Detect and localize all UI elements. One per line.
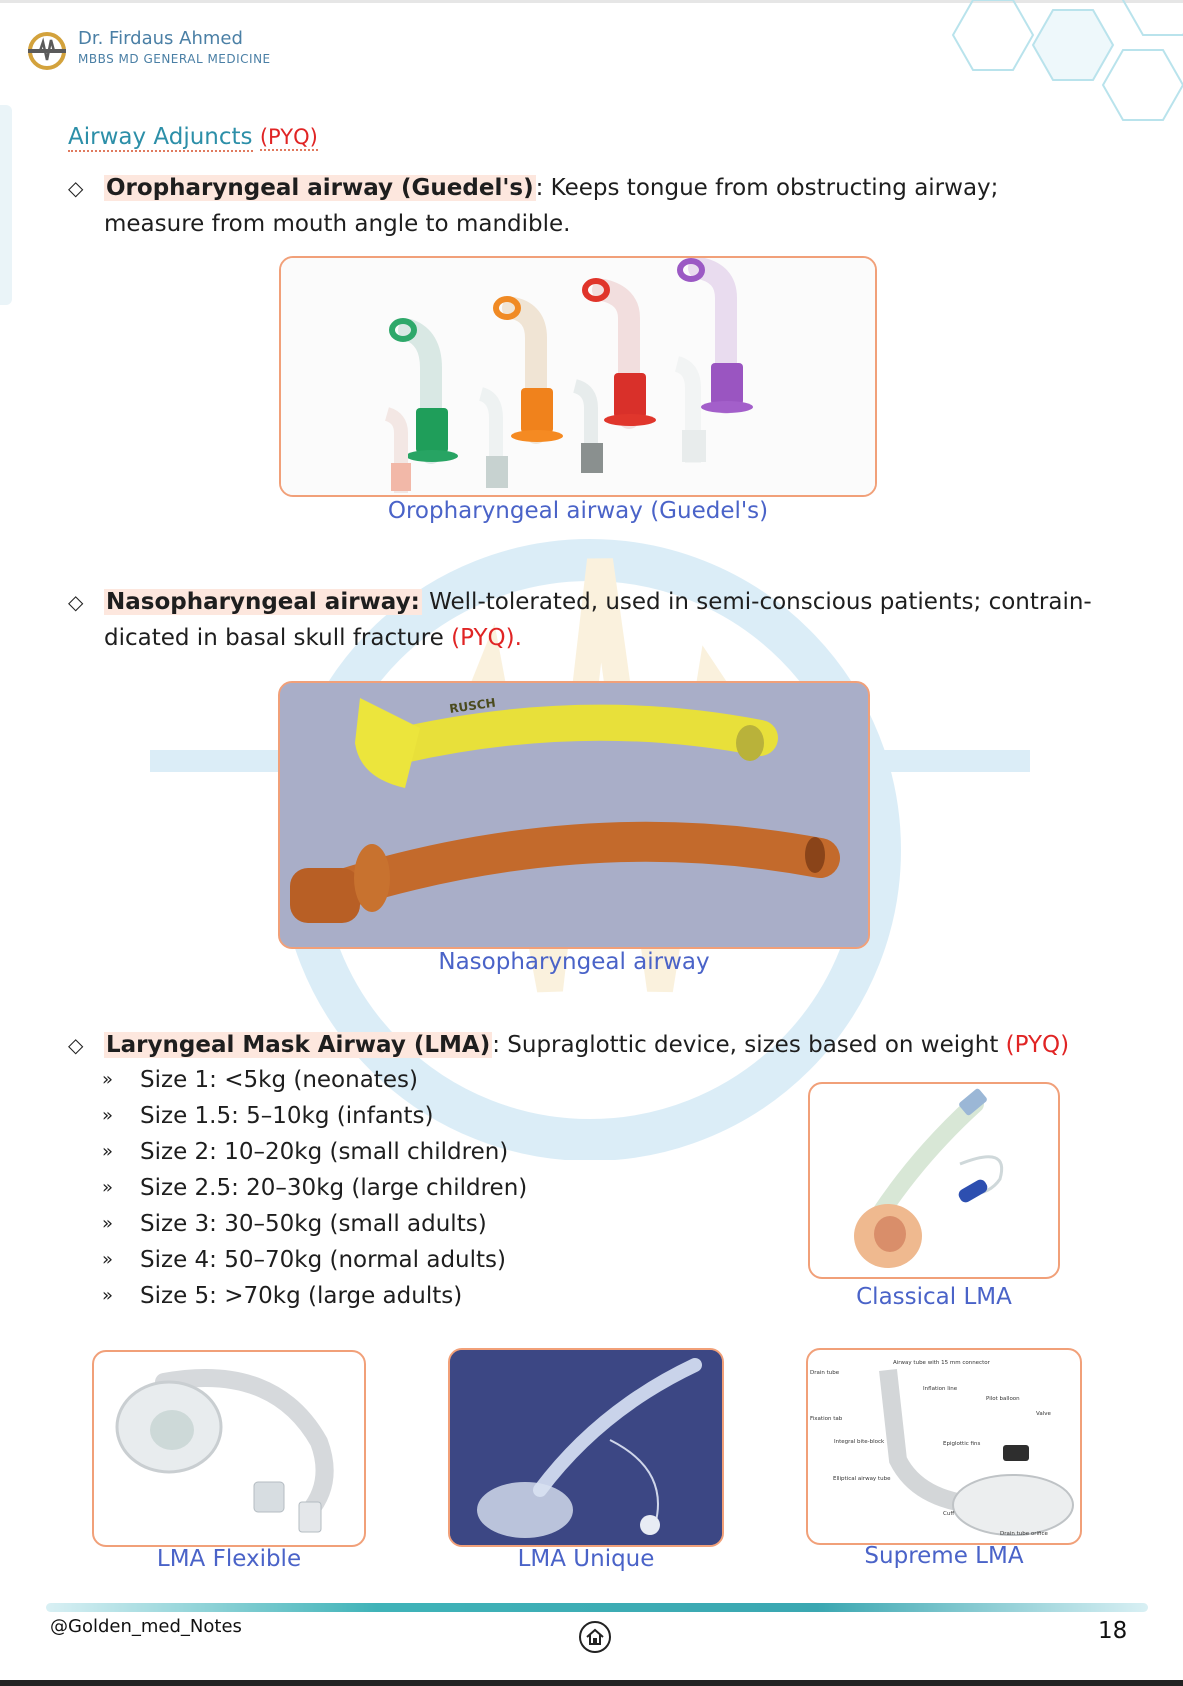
section-title [68, 124, 318, 150]
home-icon[interactable] [578, 1620, 612, 1654]
label-epiglottic-fins: Epiglottic fins [943, 1441, 981, 1447]
nasopharyngeal-tubes-illustration-icon [280, 683, 868, 947]
size-text: Size 3: 30–50kg (small adults) [140, 1211, 487, 1237]
classical-lma-illustration-icon [810, 1084, 1058, 1277]
author-credentials: MBBS MD GENERAL MEDICINE [78, 52, 271, 66]
lma-flexible-illustration-icon [94, 1352, 364, 1545]
tube-print-text: RUSCH [448, 695, 497, 716]
label-drain-tube: Drain tube [810, 1370, 840, 1376]
caption-nasopharyngeal: Nasopharyngeal airway [438, 949, 710, 975]
footer-divider [46, 1603, 1148, 1612]
chevron-bullet-icon: » [102, 1249, 114, 1270]
footer-handle: @Golden_med_Notes [50, 1616, 242, 1637]
chevron-bullet-icon: » [102, 1213, 114, 1234]
label-airway-tube: Airway tube with 15 mm connector [893, 1360, 990, 1366]
pyq-tag: (PYQ) [259, 125, 318, 149]
label-pilot-balloon: Pilot balloon [986, 1396, 1020, 1402]
lma-unique-image [448, 1348, 724, 1547]
nasopharyngeal-image [278, 681, 870, 949]
pyq-tag: (PYQ). [451, 625, 522, 651]
pyq-tag: (PYQ) [1005, 1032, 1070, 1058]
diamond-bullet-icon: ◇ [68, 176, 84, 200]
label-cuff: Cuff [943, 1511, 955, 1517]
page-number: 18 [1098, 1618, 1128, 1644]
section-title-text: Airway Adjuncts [68, 124, 253, 150]
caption-supreme-lma: Supreme LMA [864, 1543, 1024, 1569]
term-highlight: Nasopharyngeal airway: [106, 589, 420, 615]
list-item [100, 1206, 527, 1242]
author-name: Dr. Firdaus Ahmed [78, 28, 243, 49]
label-inflation-line: Inflation line [923, 1386, 958, 1392]
lma-flexible-image [92, 1350, 366, 1547]
supreme-lma-image [806, 1348, 1082, 1545]
size-text: Size 1: <5kg (neonates) [140, 1067, 418, 1093]
term-highlight: Laryngeal Mask Airway (LMA) [106, 1032, 491, 1058]
term-highlight: Oropharyngeal airway (Guedel's) [106, 175, 534, 201]
caption-classical-lma: Classical LMA [856, 1284, 1012, 1310]
bullet-text [104, 1027, 1098, 1063]
label-elliptical-tube: Elliptical airway tube [833, 1476, 891, 1482]
supreme-lma-diagram-icon [808, 1350, 1080, 1543]
term-description: : Keeps tongue from obstructing airway; measure from mouth angle to mandible. [104, 175, 999, 237]
bullet-oropharyngeal [68, 170, 1098, 242]
chevron-bullet-icon: » [102, 1105, 114, 1126]
label-valve: Valve [1036, 1411, 1051, 1417]
size-text: Size 4: 50–70kg (normal adults) [140, 1247, 506, 1273]
doctor-logo-icon [26, 30, 68, 72]
list-item [100, 1170, 527, 1206]
diamond-bullet-icon: ◇ [68, 590, 84, 614]
size-text: Size 1.5: 5–10kg (infants) [140, 1103, 434, 1129]
caption-oropharyngeal: Oropharyngeal airway (Guedel's) [387, 498, 769, 524]
side-tab [0, 105, 12, 305]
diamond-bullet-icon: ◇ [68, 1033, 84, 1057]
list-item [100, 1134, 527, 1170]
size-text: Size 2: 10–20kg (small children) [140, 1139, 509, 1165]
label-drain-orifice: Drain tube orifice [1000, 1531, 1048, 1537]
chevron-bullet-icon: » [102, 1141, 114, 1162]
list-item [100, 1278, 527, 1314]
list-item [100, 1062, 527, 1098]
chevron-bullet-icon: » [102, 1285, 114, 1306]
chevron-bullet-icon: » [102, 1177, 114, 1198]
caption-lma-unique: LMA Unique [517, 1546, 655, 1572]
list-item [100, 1242, 527, 1278]
label-fixation-tab: Fixation tab [810, 1416, 843, 1422]
bullet-text [104, 170, 1098, 242]
hexagon-decoration-icon [903, 0, 1183, 130]
size-text: Size 5: >70kg (large adults) [140, 1283, 463, 1309]
size-text: Size 2.5: 20–30kg (large children) [140, 1175, 528, 1201]
oropharyngeal-image [279, 256, 877, 497]
classical-lma-image [808, 1082, 1060, 1279]
bullet-nasopharyngeal [68, 584, 1098, 656]
caption-lma-flexible: LMA Flexible [156, 1546, 302, 1572]
list-item [100, 1098, 527, 1134]
term-description: : Supraglottic device, sizes based on weight [492, 1032, 1006, 1058]
label-bite-block: Integral bite-block [834, 1439, 885, 1445]
term-description: Well-tolerated, used in semi-conscious patients; contrain-dicated in basal skull fracture [104, 589, 1092, 651]
bullet-text [104, 584, 1098, 656]
chevron-bullet-icon: » [102, 1069, 114, 1090]
lma-size-list [100, 1062, 527, 1314]
bullet-lma [68, 1027, 1098, 1063]
guedel-airways-illustration-icon [281, 258, 875, 495]
bottom-border [0, 1680, 1183, 1686]
lma-unique-illustration-icon [450, 1350, 722, 1545]
